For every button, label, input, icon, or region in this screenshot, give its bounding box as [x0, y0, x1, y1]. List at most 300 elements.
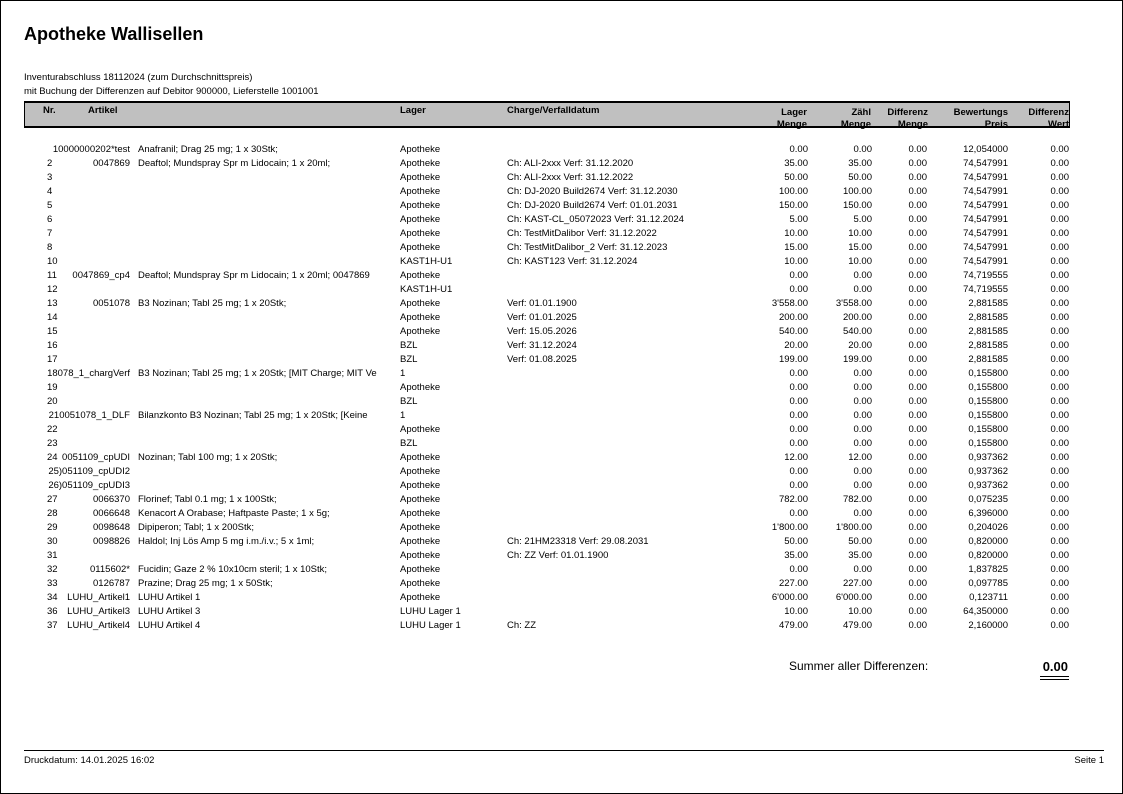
cell-preis: 74,547991	[963, 242, 1008, 253]
cell-preis: 74,547991	[963, 228, 1008, 239]
cell-zaehl-menge: 0.00	[853, 508, 872, 519]
cell-lager: Apotheke	[400, 200, 441, 211]
cell-preis: 1,837825	[968, 564, 1008, 575]
col-diff-wert-2: Wert	[1048, 119, 1069, 130]
cell-diff-wert: 0.00	[1050, 480, 1069, 491]
cell-diff-wert: 0.00	[1050, 564, 1069, 575]
table-row	[0, 563, 1123, 577]
cell-artikel-nr: 0098826	[93, 536, 130, 547]
col-lager-menge-1: Lager	[781, 107, 807, 118]
col-lager-menge-2: Menge	[776, 119, 807, 130]
cell-diff-wert: 0.00	[1050, 256, 1069, 267]
table-row	[0, 381, 1123, 395]
cell-artikel-nr: 0098648	[93, 522, 130, 533]
cell-zaehl-menge: 6'000.00	[835, 592, 872, 603]
cell-artikel: Prazine; Drag 25 mg; 1 x 50Stk;	[138, 578, 273, 589]
cell-lager-menge: 5.00	[789, 214, 808, 225]
col-zaehl-menge-1: Zähl	[851, 107, 871, 118]
table-row	[0, 479, 1123, 493]
cell-preis: 74,547991	[963, 200, 1008, 211]
cell-diff-menge: 0.00	[908, 452, 927, 463]
cell-lager: LUHU Lager 1	[400, 606, 461, 617]
cell-preis: 2,160000	[968, 620, 1008, 631]
cell-preis: 64,350000	[963, 606, 1008, 617]
col-diff-menge-2: Menge	[897, 119, 928, 130]
cell-zaehl-menge: 0.00	[853, 480, 872, 491]
cell-zaehl-menge: 0.00	[853, 438, 872, 449]
table-row	[0, 241, 1123, 255]
cell-lager-menge: 1'800.00	[771, 522, 808, 533]
cell-charge: Ch: DJ-2020 Build2674 Verf: 01.01.2031	[507, 200, 678, 211]
report-title: Apotheke Wallisellen	[24, 24, 204, 44]
cell-lager: Apotheke	[400, 508, 441, 519]
cell-preis: 74,547991	[963, 214, 1008, 225]
cell-preis: 0,075235	[968, 494, 1008, 505]
cell-diff-wert: 0.00	[1050, 550, 1069, 561]
cell-diff-wert: 0.00	[1050, 578, 1069, 589]
cell-zaehl-menge: 50.00	[848, 536, 872, 547]
cell-lager: 1	[400, 410, 406, 421]
table-row	[0, 227, 1123, 241]
cell-nr: 34	[47, 592, 58, 603]
cell-preis: 0,123711	[969, 592, 1008, 603]
cell-diff-wert: 0.00	[1050, 620, 1069, 631]
cell-zaehl-menge: 0.00	[853, 424, 872, 435]
cell-lager-menge: 0.00	[789, 438, 808, 449]
cell-lager-menge: 50.00	[784, 172, 808, 183]
cell-diff-wert: 0.00	[1050, 606, 1069, 617]
cell-lager: Apotheke	[400, 480, 441, 491]
cell-lager: Apotheke	[400, 172, 441, 183]
cell-preis: 74,547991	[963, 172, 1008, 183]
cell-zaehl-menge: 1'800.00	[835, 522, 872, 533]
cell-diff-menge: 0.00	[908, 410, 927, 421]
cell-diff-menge: 0.00	[908, 424, 927, 435]
cell-diff-menge: 0.00	[908, 508, 927, 519]
cell-lager-menge: 0.00	[789, 144, 808, 155]
cell-diff-menge: 0.00	[908, 312, 927, 323]
cell-lager-menge: 0.00	[789, 466, 808, 477]
cell-diff-wert: 0.00	[1050, 410, 1069, 421]
cell-diff-menge: 0.00	[908, 368, 927, 379]
table-row	[0, 157, 1123, 171]
table-row	[0, 395, 1123, 409]
cell-preis: 0,937362	[968, 480, 1008, 491]
cell-charge: Ch: TestMitDalibor_2 Verf: 31.12.2023	[507, 242, 668, 253]
table-row	[0, 549, 1123, 563]
cell-zaehl-menge: 150.00	[842, 200, 872, 211]
cell-diff-menge: 0.00	[908, 354, 927, 365]
cell-diff-menge: 0.00	[908, 522, 927, 533]
cell-diff-menge: 0.00	[908, 186, 927, 197]
cell-diff-menge: 0.00	[908, 620, 927, 631]
cell-lager-menge: 0.00	[789, 368, 808, 379]
cell-nr: 8	[47, 242, 53, 253]
cell-diff-menge: 0.00	[908, 536, 927, 547]
cell-preis: 2,881585	[968, 340, 1008, 351]
cell-lager-menge: 199.00	[778, 354, 808, 365]
cell-diff-wert: 0.00	[1050, 326, 1069, 337]
cell-diff-menge: 0.00	[908, 480, 927, 491]
cell-charge: Verf: 15.05.2026	[507, 326, 577, 337]
cell-artikel: Nozinan; Tabl 100 mg; 1 x 20Stk;	[138, 452, 278, 463]
cell-lager-menge: 150.00	[778, 200, 808, 211]
cell-artikel-nr: LUHU_Artikel3	[67, 606, 130, 617]
summary-value: 0.00	[1042, 659, 1068, 674]
cell-zaehl-menge: 540.00	[842, 326, 872, 337]
cell-zaehl-menge: 200.00	[842, 312, 872, 323]
cell-artikel: Florinef; Tabl 0.1 mg; 1 x 100Stk;	[138, 494, 277, 505]
cell-artikel-nr: 10000000202*test	[52, 144, 130, 155]
cell-zaehl-menge: 10.00	[848, 256, 872, 267]
cell-diff-menge: 0.00	[908, 382, 927, 393]
cell-lager-menge: 0.00	[789, 424, 808, 435]
cell-nr: 14	[47, 312, 58, 323]
cell-lager: 1	[400, 368, 406, 379]
cell-zaehl-menge: 479.00	[842, 620, 872, 631]
cell-nr: 27	[47, 494, 58, 505]
table-row	[0, 171, 1123, 185]
cell-nr: 33	[47, 578, 58, 589]
cell-lager: Apotheke	[400, 550, 441, 561]
cell-diff-menge: 0.00	[908, 494, 927, 505]
table-row	[0, 339, 1123, 353]
cell-lager-menge: 227.00	[778, 578, 808, 589]
cell-preis: 74,719555	[963, 284, 1008, 295]
cell-artikel-nr: 210051078_1_DLF	[48, 410, 130, 421]
cell-nr: 37	[47, 620, 58, 631]
cell-preis: 2,881585	[968, 298, 1008, 309]
cell-diff-wert: 0.00	[1050, 228, 1069, 239]
cell-artikel: LUHU Artikel 4	[138, 620, 201, 631]
table-row	[0, 297, 1123, 311]
cell-nr: 19	[47, 382, 58, 393]
cell-preis: 0,155800	[968, 368, 1008, 379]
col-preis-2: Preis	[984, 119, 1008, 130]
cell-preis: 0,937362	[968, 466, 1008, 477]
cell-charge: Ch: KAST-CL_05072023 Verf: 31.12.2024	[507, 214, 684, 225]
cell-lager-menge: 540.00	[778, 326, 808, 337]
table-row	[0, 353, 1123, 367]
cell-nr: 2	[47, 158, 53, 169]
table-row	[0, 465, 1123, 479]
cell-nr: 30	[47, 536, 58, 547]
cell-zaehl-menge: 10.00	[848, 606, 872, 617]
cell-zaehl-menge: 0.00	[853, 466, 872, 477]
cell-lager-menge: 100.00	[778, 186, 808, 197]
cell-nr: 31	[47, 550, 58, 561]
table-row	[0, 325, 1123, 339]
cell-artikel: LUHU Artikel 1	[138, 592, 201, 603]
table-row	[0, 577, 1123, 591]
cell-lager: KAST1H-U1	[400, 284, 453, 295]
cell-nr: 36	[47, 606, 58, 617]
cell-lager: Apotheke	[400, 494, 441, 505]
cell-lager: BZL	[400, 354, 418, 365]
table-row	[0, 311, 1123, 325]
table-row	[0, 521, 1123, 535]
cell-preis: 0,937362	[968, 452, 1008, 463]
table-row	[0, 619, 1123, 633]
cell-artikel: B3 Nozinan; Tabl 25 mg; 1 x 20Stk;	[138, 298, 287, 309]
cell-lager: Apotheke	[400, 452, 441, 463]
cell-charge: Ch: ZZ Verf: 01.01.1900	[507, 550, 609, 561]
cell-preis: 74,719555	[963, 270, 1008, 281]
cell-nr: 7	[47, 228, 53, 239]
cell-lager-menge: 12.00	[784, 452, 808, 463]
cell-diff-menge: 0.00	[908, 144, 927, 155]
cell-diff-menge: 0.00	[908, 326, 927, 337]
cell-lager-menge: 10.00	[784, 606, 808, 617]
cell-preis: 0,155800	[968, 438, 1008, 449]
cell-zaehl-menge: 0.00	[853, 396, 872, 407]
col-diff-wert-1: Differenz	[1028, 107, 1069, 118]
cell-lager-menge: 20.00	[784, 340, 808, 351]
cell-artikel-nr: 0047869_cp4	[72, 270, 130, 281]
cell-nr: 3	[47, 172, 53, 183]
cell-nr: 24	[47, 452, 58, 463]
cell-diff-wert: 0.00	[1050, 354, 1069, 365]
cell-artikel-nr: 0066370	[93, 494, 130, 505]
cell-lager: Apotheke	[400, 158, 441, 169]
cell-lager-menge: 0.00	[789, 480, 808, 491]
cell-zaehl-menge: 199.00	[842, 354, 872, 365]
cell-diff-wert: 0.00	[1050, 312, 1069, 323]
cell-diff-wert: 0.00	[1050, 494, 1069, 505]
table-row	[0, 185, 1123, 199]
cell-preis: 0,204026	[968, 522, 1008, 533]
cell-lager: Apotheke	[400, 298, 441, 309]
table-row	[0, 493, 1123, 507]
cell-lager-menge: 0.00	[789, 270, 808, 281]
table-row	[0, 507, 1123, 521]
cell-lager: LUHU Lager 1	[400, 620, 461, 631]
cell-artikel-nr: 0051078	[93, 298, 130, 309]
col-charge: Charge/Verfalldatum	[507, 105, 600, 116]
cell-lager: Apotheke	[400, 228, 441, 239]
cell-lager: Apotheke	[400, 466, 441, 477]
table-row	[0, 605, 1123, 619]
cell-artikel: Bilanzkonto B3 Nozinan; Tabl 25 mg; 1 x 20Stk; [Keine	[138, 410, 368, 421]
cell-diff-wert: 0.00	[1050, 382, 1069, 393]
table-body	[0, 143, 1123, 633]
cell-diff-menge: 0.00	[908, 284, 927, 295]
cell-preis: 2,881585	[968, 354, 1008, 365]
col-nr: Nr.	[43, 105, 56, 116]
cell-artikel-nr: 0047869	[93, 158, 130, 169]
col-diff-menge-1: Differenz	[887, 107, 928, 118]
cell-lager: BZL	[400, 438, 418, 449]
cell-diff-menge: 0.00	[908, 228, 927, 239]
table-row	[0, 437, 1123, 451]
cell-nr: 17	[47, 354, 58, 365]
col-preis-1: Bewertungs	[953, 107, 1008, 118]
cell-zaehl-menge: 35.00	[848, 158, 872, 169]
cell-lager: Apotheke	[400, 424, 441, 435]
cell-nr: 16	[47, 340, 58, 351]
cell-lager-menge: 0.00	[789, 508, 808, 519]
table-row	[0, 213, 1123, 227]
cell-lager: BZL	[400, 396, 418, 407]
cell-zaehl-menge: 0.00	[853, 270, 872, 281]
cell-zaehl-menge: 0.00	[853, 284, 872, 295]
print-date: Druckdatum: 14.01.2025 16:02	[24, 755, 155, 766]
cell-artikel-nr: LUHU_Artikel1	[67, 592, 130, 603]
cell-diff-menge: 0.00	[908, 298, 927, 309]
cell-diff-menge: 0.00	[908, 396, 927, 407]
cell-diff-menge: 0.00	[908, 438, 927, 449]
cell-nr: 10	[47, 256, 58, 267]
cell-charge: Ch: ZZ	[507, 620, 537, 631]
cell-diff-menge: 0.00	[908, 578, 927, 589]
cell-diff-wert: 0.00	[1050, 284, 1069, 295]
cell-nr: 29	[47, 522, 58, 533]
summary-label: Summer aller Differenzen:	[789, 659, 929, 673]
cell-zaehl-menge: 5.00	[853, 214, 872, 225]
cell-lager-menge: 10.00	[784, 256, 808, 267]
cell-diff-wert: 0.00	[1050, 158, 1069, 169]
cell-lager: Apotheke	[400, 536, 441, 547]
cell-preis: 0,155800	[968, 382, 1008, 393]
cell-zaehl-menge: 0.00	[853, 144, 872, 155]
cell-preis: 74,547991	[963, 186, 1008, 197]
cell-lager-menge: 200.00	[778, 312, 808, 323]
cell-preis: 2,881585	[968, 326, 1008, 337]
cell-lager-menge: 6'000.00	[771, 592, 808, 603]
cell-lager-menge: 0.00	[789, 564, 808, 575]
cell-nr: 15	[47, 326, 58, 337]
cell-lager: BZL	[400, 340, 418, 351]
table-row	[0, 535, 1123, 549]
cell-zaehl-menge: 20.00	[848, 340, 872, 351]
cell-lager-menge: 479.00	[778, 620, 808, 631]
cell-diff-wert: 0.00	[1050, 536, 1069, 547]
cell-artikel-nr: 26)051109_cpUDI3	[48, 480, 130, 491]
cell-preis: 0,155800	[968, 424, 1008, 435]
cell-lager-menge: 0.00	[789, 284, 808, 295]
cell-lager: Apotheke	[400, 144, 441, 155]
cell-artikel: Dipiperon; Tabl; 1 x 200Stk;	[138, 522, 255, 533]
cell-nr: 20	[47, 396, 58, 407]
cell-lager-menge: 3'558.00	[771, 298, 808, 309]
col-artikel: Artikel	[88, 105, 118, 116]
cell-diff-wert: 0.00	[1050, 466, 1069, 477]
cell-artikel-nr: 18078_1_chargVerf	[47, 368, 130, 379]
cell-diff-menge: 0.00	[908, 564, 927, 575]
cell-lager: Apotheke	[400, 326, 441, 337]
table-row	[0, 451, 1123, 465]
cell-artikel: Haldol; Inj Lös Amp 5 mg i.m./i.v.; 5 x 1ml;	[138, 536, 315, 547]
cell-diff-menge: 0.00	[908, 606, 927, 617]
cell-preis: 2,881585	[968, 312, 1008, 323]
cell-lager-menge: 0.00	[789, 396, 808, 407]
cell-lager: Apotheke	[400, 592, 441, 603]
cell-zaehl-menge: 3'558.00	[835, 298, 872, 309]
cell-diff-wert: 0.00	[1050, 368, 1069, 379]
cell-artikel-nr: 0115602*	[90, 564, 130, 575]
cell-preis: 0,097785	[968, 578, 1008, 589]
cell-nr: 11	[47, 270, 57, 281]
cell-nr: 4	[47, 186, 53, 197]
cell-diff-wert: 0.00	[1050, 592, 1069, 603]
cell-preis: 0,820000	[968, 550, 1008, 561]
cell-zaehl-menge: 782.00	[842, 494, 872, 505]
cell-lager: Apotheke	[400, 186, 441, 197]
cell-zaehl-menge: 10.00	[848, 228, 872, 239]
cell-nr: 32	[47, 564, 58, 575]
cell-nr: 6	[47, 214, 53, 225]
cell-lager-menge: 50.00	[784, 536, 808, 547]
cell-diff-menge: 0.00	[908, 242, 927, 253]
col-zaehl-menge-2: Menge	[840, 119, 871, 130]
cell-lager-menge: 782.00	[778, 494, 808, 505]
cell-diff-wert: 0.00	[1050, 186, 1069, 197]
cell-diff-wert: 0.00	[1050, 424, 1069, 435]
cell-charge: Verf: 31.12.2024	[507, 340, 577, 351]
cell-diff-wert: 0.00	[1050, 298, 1069, 309]
cell-lager: Apotheke	[400, 382, 441, 393]
cell-diff-menge: 0.00	[908, 466, 927, 477]
cell-diff-wert: 0.00	[1050, 172, 1069, 183]
cell-charge: Ch: KAST123 Verf: 31.12.2024	[507, 256, 638, 267]
cell-diff-wert: 0.00	[1050, 340, 1069, 351]
cell-diff-wert: 0.00	[1050, 200, 1069, 211]
cell-lager: KAST1H-U1	[400, 256, 453, 267]
cell-diff-menge: 0.00	[908, 550, 927, 561]
cell-lager: Apotheke	[400, 242, 441, 253]
cell-zaehl-menge: 12.00	[848, 452, 872, 463]
cell-lager-menge: 15.00	[784, 242, 808, 253]
cell-lager: Apotheke	[400, 578, 441, 589]
cell-lager: Apotheke	[400, 522, 441, 533]
cell-charge: Verf: 01.01.1900	[507, 298, 577, 309]
cell-diff-wert: 0.00	[1050, 144, 1069, 155]
cell-lager: Apotheke	[400, 564, 441, 575]
cell-charge: Ch: DJ-2020 Build2674 Verf: 31.12.2030	[507, 186, 678, 197]
cell-preis: 6,396000	[968, 508, 1008, 519]
table-row	[0, 409, 1123, 423]
cell-artikel: Deaftol; Mundspray Spr m Lidocain; 1 x 20ml;	[138, 158, 331, 169]
cell-preis: 0,155800	[968, 396, 1008, 407]
table-row	[0, 269, 1123, 283]
cell-charge: Ch: TestMitDalibor Verf: 31.12.2022	[507, 228, 657, 239]
cell-diff-menge: 0.00	[908, 200, 927, 211]
cell-lager-menge: 10.00	[784, 228, 808, 239]
cell-diff-menge: 0.00	[908, 592, 927, 603]
report-subtitle-2: mit Buchung der Differenzen auf Debitor 900000, Lieferstelle 1001001	[24, 86, 319, 97]
double-underline	[1040, 676, 1069, 680]
report-subtitle-1: Inventurabschluss 18112024 (zum Durchschnittspreis)	[24, 72, 253, 83]
cell-nr: 13	[47, 298, 58, 309]
cell-nr: 23	[47, 438, 58, 449]
table-row	[0, 199, 1123, 213]
cell-zaehl-menge: 0.00	[853, 410, 872, 421]
cell-nr: 12	[47, 284, 58, 295]
cell-artikel-nr: LUHU_Artikel4	[67, 620, 130, 631]
cell-diff-menge: 0.00	[908, 256, 927, 267]
cell-diff-wert: 0.00	[1050, 508, 1069, 519]
cell-charge: Ch: 21HM23318 Verf: 29.08.2031	[507, 536, 649, 547]
cell-charge: Ch: ALI-2xxx Verf: 31.12.2020	[507, 158, 634, 169]
cell-lager-menge: 35.00	[784, 550, 808, 561]
cell-lager: Apotheke	[400, 270, 441, 281]
cell-artikel: B3 Nozinan; Tabl 25 mg; 1 x 20Stk; [MIT Charge; MIT Ve	[138, 368, 377, 379]
cell-zaehl-menge: 100.00	[842, 186, 872, 197]
table-row	[0, 255, 1123, 269]
cell-zaehl-menge: 0.00	[853, 564, 872, 575]
cell-diff-wert: 0.00	[1050, 270, 1069, 281]
table-row	[0, 143, 1123, 157]
